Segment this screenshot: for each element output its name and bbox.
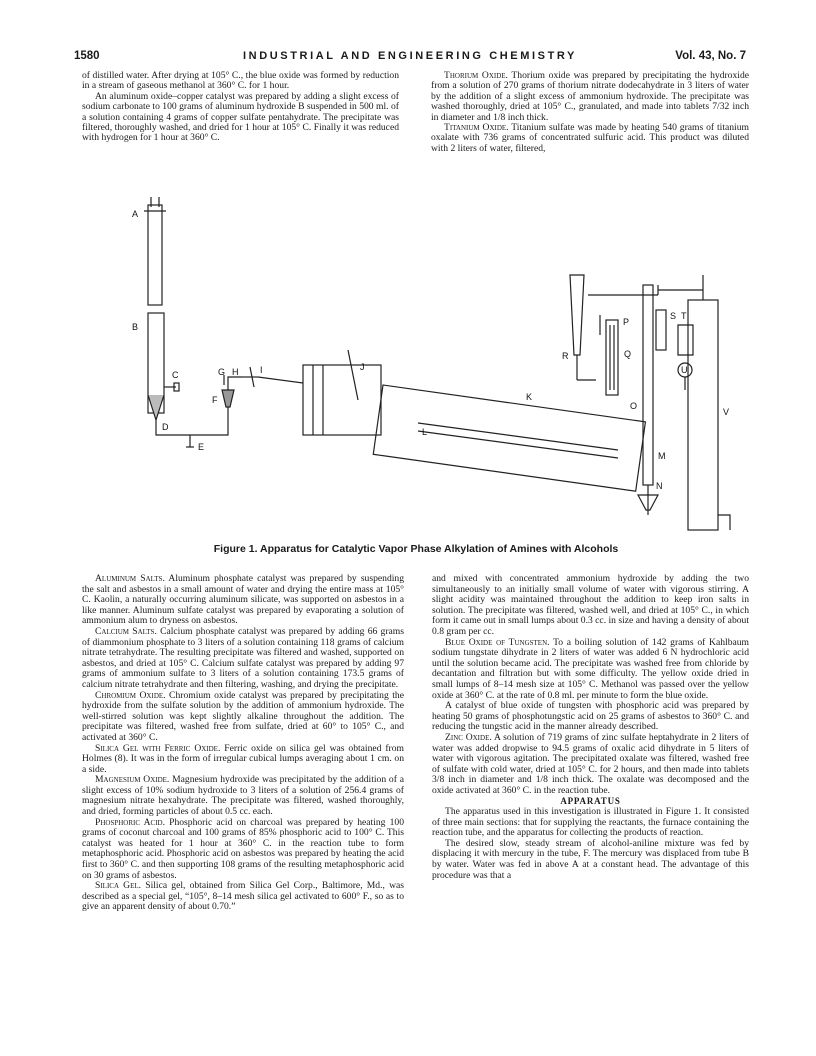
section-run-in-heading: Blue Oxide of Tungsten. bbox=[445, 636, 550, 648]
bottom-right-column bbox=[432, 574, 749, 881]
label-c: C bbox=[172, 370, 179, 380]
top-right-column bbox=[431, 71, 749, 154]
paragraph-calcium bbox=[82, 627, 404, 691]
funnel-r bbox=[570, 275, 584, 355]
label-f: F bbox=[212, 395, 218, 405]
paragraph: The apparatus used in this investigation is illustrated in Figure 1. It consisted of three main sections: that for supplying the reactants, the furnace containing the reaction tube, and the apparatus for collecting the products of reaction. bbox=[432, 806, 749, 839]
label-e: E bbox=[198, 442, 205, 452]
label-q: Q bbox=[624, 349, 632, 359]
paragraph-phosphoric bbox=[82, 818, 404, 882]
paragraph-text: Aluminum phosphate catalyst was prepared by suspending the salt and asbestos in a small amount of water and drying the entire mass at 105° C. Kaolin, a naturally occurring aluminum silicate, was supported on asbestos in a like manner. Aluminum sulfate catalyst was prepared by evaporating a solution of ammonium alum to dryness on asbestos. bbox=[82, 573, 404, 627]
section-run-in-heading: Thorium Oxide. bbox=[444, 70, 508, 81]
column-o bbox=[643, 285, 653, 485]
paragraph-text: A solution of 719 grams of zinc sulfate heptahydrate in 2 liters of water was added dropwise to 94.5 grams of oxalic acid dihydrate in 5 liters of water with vigorous agitation. The precipitated oxalate was filtered, washed free of sulfate with cold water, dried at 105° C. for 2 hours, and then made into tablets 3/8 inch in diameter and 1/8 inch thick. The oxalate was decomposed and the oxide activated at 360° C. in the reaction tube. bbox=[432, 731, 749, 796]
section-run-in-heading: Titanium Oxide. bbox=[444, 122, 509, 134]
paragraph: and mixed with concentrated ammonium hydroxide by adding the two simultaneously to an initially small volume of water with vigorous stirring. A slight acidity was maintained throughout the addition to keep iron salts in solution. The precipitate was filtered, washed well, and dried at 105° C., in which form it came out in small lumps about 0.3 cc. in size and having a density of about 0.8 gram per cc. bbox=[432, 573, 749, 637]
label-j: J bbox=[360, 362, 365, 372]
paragraph: An aluminum oxide–copper catalyst was prepared by adding a slight excess of sodium carbonate to 100 grams of aluminum hydroxide B suspended in 500 ml. of a solution containing 4 grams of copper sulfate pentahydrate. The precipitate was filtered, thoroughly washed, and dried for 1 hour at 105° C. Finally it was reduced with hydrogen for 1 hour at 360° C. bbox=[82, 90, 399, 144]
paragraph-text: Silica gel, obtained from Silica Gel Corp., Baltimore, Md., was described as a special gel, “105°, 8–14 mesh silica gel activated to 600° F., so as to give an apparent density of about 0.70.” bbox=[82, 880, 404, 913]
label-s: S bbox=[670, 311, 677, 321]
label-k: K bbox=[526, 392, 533, 402]
paragraph-text: Thorium oxide was prepared by precipitating the hydroxide from a solution of 270 grams of thorium nitrate dodecahydrate in 3 liters of water by the addition of a slight excess of ammonium hydroxide. The precipitate was washed thoroughly, dried at 105° C., granulated, and made into tablets 7/32 inch in diameter and 1/8 inch thick. bbox=[431, 70, 749, 123]
paragraph-thorium bbox=[431, 71, 749, 123]
reaction-tube-k bbox=[373, 385, 645, 491]
journal-title: INDUSTRIAL AND ENGINEERING CHEMISTRY bbox=[243, 50, 577, 62]
page-number: 1580 bbox=[74, 50, 100, 62]
section-run-in-heading: Calcium Salts. bbox=[95, 625, 157, 637]
paragraph-text: Magnesium hydroxide was precipitated by the addition of a slight excess of 10% sodium hydroxide to 3 liters of a solution of 256.4 grams of magnesium nitrate hexahydrate. The precipitate was filtered, washed thoroughly, and dried, forming particles of about 0.5 cc. each. bbox=[82, 774, 404, 818]
section-run-in-heading: Chromium Oxide. bbox=[95, 689, 166, 701]
figure-caption: Figure 1. Apparatus for Catalytic Vapor Phase Alkylation of Amines with Alcohols bbox=[213, 543, 619, 555]
label-g: G bbox=[218, 367, 226, 377]
bottom-left-column bbox=[82, 574, 404, 913]
section-run-in-heading: Aluminum Salts. bbox=[95, 573, 165, 584]
label-a: A bbox=[132, 209, 139, 219]
paragraph-silica-gel bbox=[82, 881, 404, 913]
furnace-left bbox=[303, 365, 381, 435]
paragraph-text: Calcium phosphate catalyst was prepared by adding 66 grams of diammonium phosphate to 3 liters of a solution containing 118 grams of calcium nitrate tetrahydrate. The resulting precipitate was filtered and washed, supported on asbestos, and dried at 105° C. Calcium sulfate catalyst was prepared by adding 97 grams of ammonium sulfate to 3 liters of a solution containing 173.5 grams of calcium nitrate tetrahydrate and then filtering, washing, and drying the precipitate. bbox=[82, 625, 405, 690]
section-run-in-heading: Silica Gel. bbox=[95, 880, 142, 892]
paragraph: of distilled water. After drying at 105° C., the blue oxide was formed by reduction in a stream of gaseous methanol at 360° C. for 1 hour. bbox=[82, 70, 399, 92]
label-t: T bbox=[681, 311, 687, 321]
paragraph-text: Titanium sulfate was made by heating 540 grams of titanium oxalate with 736 grams of concentrated sulfuric acid. This product was diluted with 2 liters of water, filtered, bbox=[431, 122, 749, 154]
label-h: H bbox=[232, 367, 239, 377]
section-run-in-heading: Phosphoric Acid. bbox=[95, 816, 165, 828]
top-left-column bbox=[82, 71, 399, 144]
paragraph-aluminum bbox=[82, 574, 404, 627]
label-m: M bbox=[658, 451, 666, 461]
label-i: I bbox=[260, 365, 263, 375]
label-n: N bbox=[656, 481, 663, 491]
label-d: D bbox=[162, 422, 169, 432]
label-u: U bbox=[681, 365, 688, 375]
volume-number: Vol. 43, No. 7 bbox=[675, 50, 746, 62]
section-run-in-heading: Silica Gel with Ferric Oxide. bbox=[95, 742, 221, 754]
label-r: R bbox=[562, 351, 569, 361]
label-p: P bbox=[623, 317, 630, 327]
running-header bbox=[74, 50, 746, 66]
tube-f bbox=[222, 390, 234, 407]
figure-labels bbox=[132, 209, 729, 491]
paragraph: A catalyst of blue oxide of tungsten with phosphoric acid was prepared by heating 50 grams of phosphotungstic acid on 25 grams of asbestos to 360° C. and reducing the tungstic acid in the manner already described. bbox=[432, 700, 749, 733]
section-heading-apparatus: APPARATUS bbox=[560, 796, 621, 807]
label-b: B bbox=[132, 322, 139, 332]
paragraph-chromium bbox=[82, 691, 404, 744]
paragraph-magnesium bbox=[82, 775, 404, 817]
tube-a bbox=[148, 205, 162, 305]
paragraph-text: Ferric oxide on silica gel was obtained from Holmes (8). It was in the form of irregular cubical lumps averaging about 1 cm. on a side. bbox=[82, 742, 404, 775]
section-run-in-heading: Zinc Oxide. bbox=[445, 731, 492, 743]
label-l: L bbox=[422, 427, 428, 437]
label-v: V bbox=[723, 407, 730, 417]
paragraph-zinc bbox=[432, 733, 749, 797]
paragraph-titanium bbox=[431, 123, 749, 154]
paragraph-text: Chromium oxide catalyst was prepared by precipitating the hydroxide from the sulfate solution by the addition of ammonium hydroxide. The well-stirred solution was kept slightly alkaline throughout the addition. The precipitate was filtered, washed free from sulfate, dried at 60° to 105° C., and activated at 360° C. bbox=[82, 689, 404, 743]
paragraph-tungsten bbox=[432, 638, 749, 702]
paragraph: The desired slow, steady stream of alcohol-aniline mixture was fed by displacing it with mercury in the tube, F. The mercury was displaced from tube B by water. Water was fed in above A at a constant head. The advantage of this procedure was that a bbox=[432, 837, 749, 881]
section-run-in-heading: Magnesium Oxide. bbox=[95, 774, 170, 786]
paragraph-text: To a boiling solution of 142 grams of Kahlbaum sodium tungstate dihydrate in 2 liters of water was added 6 N hydrochloric acid until the solution became acid. The precipitate was washed free from chloride by decantation and filtration but with some difficulty. The yellow oxide dried in small lumps of 8–14 mesh size at 105° C. Methanol was passed over the yellow oxide at 360° C. at the rate of 0.8 ml. per minute to form the blue oxide. bbox=[432, 636, 750, 701]
label-o: O bbox=[630, 401, 638, 411]
paragraph-silica-ferric bbox=[82, 744, 404, 776]
apparatus-figure bbox=[118, 195, 758, 535]
paragraph-text: Phosphoric acid on charcoal was prepared by heating 100 grams of coconut charcoal and 100 grams of 85% phosphoric acid to 100° C. This catalyst was heated for 1 hour at 360° C. in the reaction tube to form metaphosphoric acid. Phosphoric acid on asbestos was prepared by heating the acid first to 360° C. and then supporting 108 grams of the resulting metaphosphoric acid on 30 grams of asbestos. bbox=[82, 816, 404, 881]
